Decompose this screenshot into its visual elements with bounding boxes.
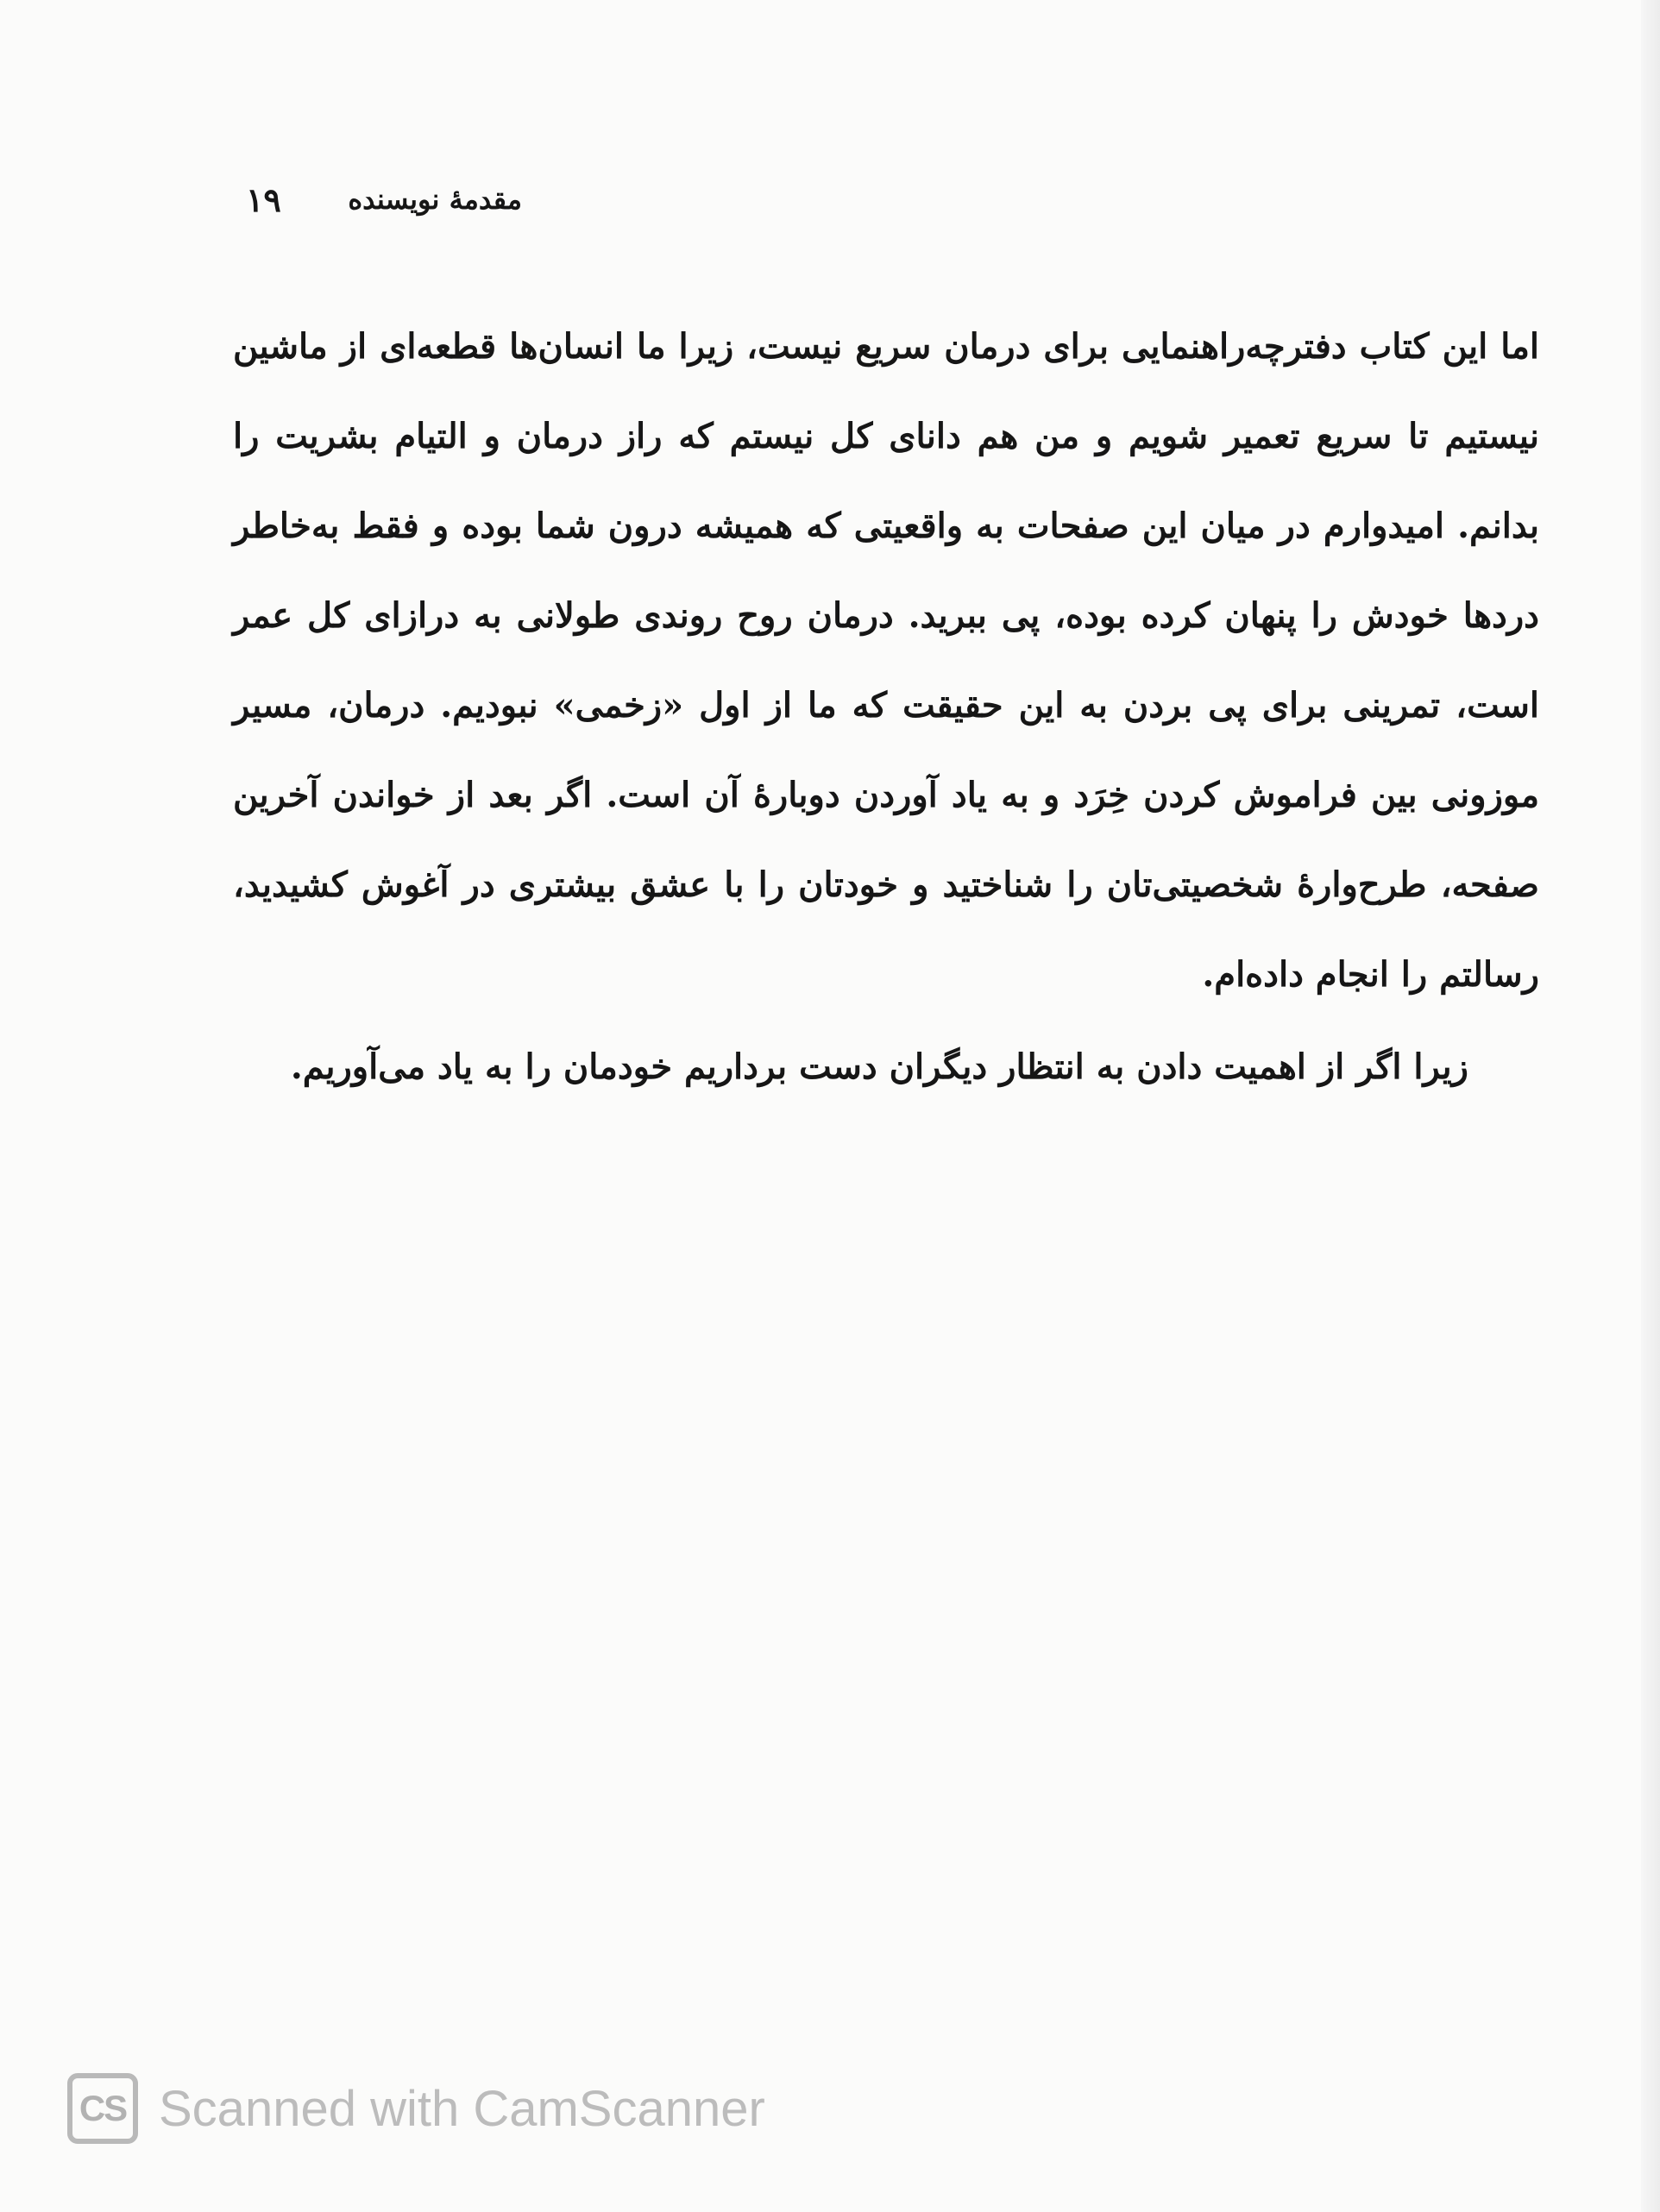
page-edge	[1641, 0, 1660, 2212]
camscanner-watermark	[67, 2073, 765, 2144]
camscanner-logo-icon: CS	[67, 2073, 138, 2144]
closing-line: زیرا اگر از اهمیت دادن به انتظار دیگران دست برداریم خودمان را به یاد می‌آوریم.	[290, 1046, 1468, 1087]
body-paragraph: اما این کتاب دفترچه‌راهنمایی برای درمان سریع نیست، زیرا ما انسان‌ها قطعه‌ای از ماشین نیستیم تا سریع تعمیر شویم و من هم دانای کل نیستم که راز درمان و التیام بشریت را بدانم. امیدوارم در میان این صفحات به واقعیتی که همیشه درون شما بوده و فقط به‌خاطر دردها خودش را پنهان کرده بوده، پی ببرید. درمان روح روندی طولانی به درازای کل عمر است، تمرینی برای پی بردن به این حقیقت که ما از اول «زخمی» نبودیم. درمان، مسیر موزونی بین فراموش کردن خِرَد و به یاد آوردن دوبارهٔ آن است. اگر بعد از خواندن آخرین صفحه، طرح‌وارهٔ شخصیتی‌تان را شناختید و خودتان را با عشق بیشتری در آغوش کشیدید، رسالتم را انجام داده‌ام.	[233, 326, 1539, 995]
page-number: ۱۹	[246, 179, 281, 219]
watermark-text: Scanned with CamScanner	[159, 2080, 765, 2137]
header-title: مقدمهٔ نویسنده	[348, 183, 522, 216]
running-header	[246, 169, 522, 229]
